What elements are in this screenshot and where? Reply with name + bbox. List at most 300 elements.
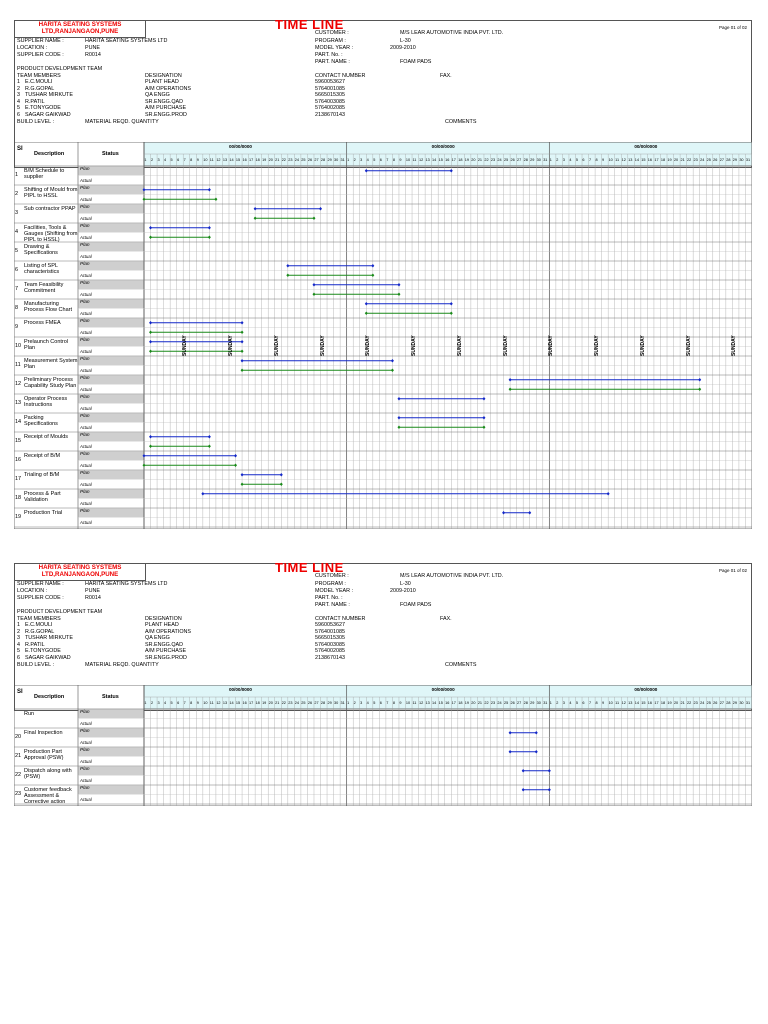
- team-col-fax: FAX.: [440, 73, 452, 79]
- day-number: 8: [392, 158, 395, 162]
- team-member-designation: PLANT HEAD: [145, 79, 179, 85]
- supplier-code: R0014: [85, 52, 101, 58]
- actual-label: Actual: [80, 462, 92, 468]
- model-year: 2009-2010: [390, 45, 416, 51]
- day-number: 19: [464, 701, 469, 705]
- day-number: 2: [353, 701, 356, 705]
- customer: M/S LEAR AUTOMOTIVE INDIA PVT. LTD.: [400, 573, 504, 579]
- sunday-label: SUNDAY: [182, 335, 189, 356]
- day-number: 22: [281, 158, 286, 162]
- team-member-name: E.C.MOULI: [25, 622, 53, 628]
- actual-label: Actual: [80, 215, 92, 221]
- day-number: 23: [288, 701, 293, 705]
- day-number: 4: [569, 701, 572, 705]
- supplier-name-label: SUPPLIER NAME :: [17, 38, 64, 44]
- day-number: 12: [621, 158, 626, 162]
- timeline-sheet-2: [14, 560, 752, 805]
- day-number: 15: [641, 158, 646, 162]
- sunday-label: SUNDAY: [273, 335, 280, 356]
- day-number: 3: [562, 701, 565, 705]
- day-number: 14: [432, 158, 437, 162]
- task-number: 23: [15, 791, 22, 797]
- day-number: 29: [732, 158, 738, 162]
- day-number: 21: [477, 158, 483, 162]
- team-member-contact: 5764001085: [315, 85, 345, 92]
- day-number: 19: [262, 701, 267, 705]
- task-description: Production Part Approval (PSW): [24, 749, 64, 761]
- day-number: 20: [673, 158, 679, 162]
- day-number: 26: [510, 158, 515, 162]
- team-member-no: 1: [17, 79, 20, 85]
- team-heading: PRODUCT DEVELOPMENT TEAM: [17, 66, 103, 72]
- actual-label: Actual: [80, 253, 92, 259]
- model-year-label: MODEL YEAR :: [315, 45, 354, 51]
- day-number: 28: [726, 701, 731, 705]
- task-number: 21: [15, 753, 22, 759]
- day-number: 10: [203, 158, 208, 162]
- day-number: 15: [235, 158, 241, 162]
- day-number: 13: [222, 701, 228, 705]
- actual-label: Actual: [80, 177, 92, 183]
- day-number: 8: [595, 701, 598, 705]
- day-number: 6: [379, 158, 382, 162]
- actual-label: Actual: [80, 739, 92, 745]
- sunday-label: SUNDAY: [227, 335, 234, 356]
- part-name-label: PART. NAME :: [315, 59, 350, 65]
- col-description-header: Description: [34, 151, 65, 157]
- day-number: 16: [445, 701, 450, 705]
- day-number: 13: [628, 158, 633, 162]
- program: L-30: [400, 38, 411, 44]
- day-number: 31: [745, 701, 751, 705]
- day-number: 6: [582, 701, 585, 705]
- team-member-designation: A/M PURCHASE: [145, 105, 187, 111]
- team-member-contact: 5764001085: [315, 628, 345, 635]
- team-col-members: TEAM MEMBERS: [17, 73, 61, 79]
- day-number: 22: [687, 701, 692, 705]
- day-number: 14: [229, 701, 234, 705]
- task-number: 2: [15, 191, 19, 197]
- day-number: 19: [262, 158, 267, 162]
- day-number: 20: [471, 701, 476, 705]
- day-number: 22: [687, 158, 692, 162]
- day-number: 10: [405, 701, 411, 705]
- day-number: 25: [503, 701, 509, 705]
- day-number: 25: [706, 701, 711, 705]
- day-number: 26: [713, 701, 718, 705]
- customer: M/S LEAR AUTOMOTIVE INDIA PVT. LTD.: [400, 30, 504, 36]
- day-number: 30: [536, 701, 541, 705]
- day-number: 14: [432, 701, 437, 705]
- day-number: 25: [503, 158, 509, 162]
- day-number: 7: [183, 158, 186, 162]
- day-number: 20: [268, 701, 273, 705]
- plan-label: Plan: [80, 414, 90, 419]
- task-description: Final Inspection: [24, 730, 63, 736]
- task-number: 4: [15, 229, 19, 235]
- page-title: TIME LINE: [275, 560, 344, 575]
- day-number: 20: [268, 158, 273, 162]
- day-number: 30: [536, 158, 541, 162]
- build-level-label: BUILD LEVEL :: [17, 662, 54, 668]
- day-number: 12: [418, 158, 424, 162]
- team-member-name: R.PATIL: [25, 641, 45, 648]
- actual-label: Actual: [80, 291, 92, 297]
- col-sl-header: Sl: [17, 146, 23, 152]
- day-number: 31: [340, 701, 345, 705]
- day-number: 9: [602, 158, 605, 162]
- task-description: Operator Process Instructions: [24, 396, 68, 408]
- team-member-no: 6: [17, 654, 20, 661]
- day-number: 30: [333, 701, 339, 705]
- team-member-name: E.TONYGODE: [25, 105, 61, 111]
- task-description: B/M Schedule to supplier: [24, 168, 65, 180]
- plan-label: Plan: [80, 338, 90, 343]
- day-number: 24: [294, 701, 299, 705]
- model-year-label: MODEL YEAR :: [315, 588, 354, 594]
- month-label: 00/00/0000: [431, 144, 455, 149]
- page-title: TIME LINE: [275, 17, 344, 32]
- team-col-designation: DESIGNATION: [145, 73, 182, 79]
- day-number: 27: [719, 158, 724, 162]
- day-number: 15: [235, 701, 241, 705]
- team-member-designation: A/M OPERATIONS: [145, 85, 192, 92]
- supplier-name-label: SUPPLIER NAME :: [17, 581, 64, 587]
- day-number: 11: [412, 158, 417, 162]
- day-number: 13: [628, 701, 633, 705]
- day-number: 26: [713, 158, 718, 162]
- team-member-name: E.TONYGODE: [25, 648, 61, 654]
- task-number: 22: [15, 772, 22, 778]
- actual-label: Actual: [80, 367, 92, 373]
- supplier-code: R0014: [85, 595, 101, 601]
- plan-label: Plan: [80, 376, 90, 381]
- sunday-label: SUNDAY: [502, 335, 509, 356]
- day-number: 16: [242, 158, 247, 162]
- day-number: 23: [288, 158, 293, 162]
- task-number: 3: [15, 210, 19, 216]
- day-number: 2: [353, 158, 356, 162]
- day-number: 19: [667, 701, 672, 705]
- team-member-contact: 2138670143: [315, 111, 345, 118]
- task-description: Preliminary Process Capability Study Plan: [24, 377, 77, 389]
- team-member-designation: SR.ENGG.PROD: [145, 654, 187, 661]
- day-number: 11: [209, 701, 214, 705]
- team-member-name: TUSHAR MIRKUTE: [25, 635, 73, 641]
- day-number: 29: [327, 701, 332, 705]
- team-col-members: TEAM MEMBERS: [17, 616, 61, 622]
- day-number: 28: [320, 158, 326, 162]
- supplier-name: HARITA SEATING SYSTEMS LTD: [85, 581, 168, 587]
- team-member-no: 1: [17, 622, 20, 628]
- day-number: 6: [582, 158, 585, 162]
- day-number: 6: [379, 701, 382, 705]
- day-number: 5: [170, 701, 173, 705]
- sunday-label: SUNDAY: [319, 335, 326, 356]
- company-name: HARITA SEATING SYSTEMS LTD,RANJANGAON,PUNE: [15, 564, 146, 581]
- day-number: 28: [523, 158, 528, 162]
- team-member-designation: SR.ENGG.QAD: [145, 98, 184, 105]
- sunday-label: SUNDAY: [639, 335, 646, 356]
- program-label: PROGRAM :: [315, 581, 346, 587]
- task-number: 8: [15, 305, 19, 311]
- plan-label: Plan: [80, 357, 90, 362]
- day-number: 7: [183, 701, 186, 705]
- team-member-no: 5: [17, 105, 20, 111]
- team-member-designation: QA ENGG: [145, 635, 170, 641]
- day-number: 28: [726, 158, 731, 162]
- team-member-no: 2: [17, 628, 20, 635]
- sunday-label: SUNDAY: [548, 335, 555, 356]
- team-col-fax: FAX.: [440, 616, 452, 622]
- actual-label: Actual: [80, 348, 92, 354]
- task-description: Receipt of B/M: [24, 453, 61, 459]
- actual-label: Actual: [80, 796, 92, 802]
- plan-label: Plan: [80, 452, 90, 457]
- day-number: 1: [347, 701, 350, 705]
- team-heading: PRODUCT DEVELOPMENT TEAM: [17, 609, 103, 615]
- day-number: 7: [588, 701, 592, 705]
- part-name: FOAM PADS: [400, 59, 432, 65]
- actual-label: Actual: [80, 443, 92, 449]
- day-number: 20: [673, 701, 679, 705]
- day-number: 7: [386, 158, 389, 162]
- day-number: 12: [216, 701, 221, 705]
- day-number: 12: [216, 158, 221, 162]
- plan-label: Plan: [80, 710, 90, 715]
- day-number: 6: [177, 158, 180, 162]
- sunday-label: SUNDAY: [685, 335, 692, 356]
- day-number: 17: [654, 701, 659, 705]
- day-number: 5: [575, 158, 578, 162]
- day-number: 24: [497, 158, 502, 162]
- month-label: 00/00/0000: [228, 687, 252, 692]
- model-year: 2009-2010: [390, 588, 416, 594]
- day-number: 13: [425, 701, 430, 705]
- day-number: 5: [170, 158, 173, 162]
- team-member-name: E.C.MOULI: [25, 79, 53, 85]
- team-member-no: 4: [17, 98, 20, 105]
- gantt-chart: [14, 142, 752, 529]
- team-col-contact: CONTACT NUMBER: [315, 73, 366, 79]
- day-number: 4: [164, 158, 167, 162]
- day-number: 18: [458, 158, 463, 162]
- month-label: 00/00/0000: [431, 687, 455, 692]
- team-member-no: 3: [17, 92, 20, 98]
- day-number: 22: [484, 701, 489, 705]
- plan-label: Plan: [80, 395, 90, 400]
- day-number: 2: [150, 158, 154, 162]
- plan-label: Plan: [80, 433, 90, 438]
- day-number: 6: [177, 701, 180, 705]
- day-number: 1: [144, 158, 147, 162]
- day-number: 18: [458, 701, 463, 705]
- day-number: 27: [719, 701, 724, 705]
- day-number: 21: [275, 158, 280, 162]
- day-number: 16: [445, 158, 450, 162]
- sunday-label: SUNDAY: [456, 335, 463, 356]
- day-number: 2: [556, 701, 559, 705]
- task-description: Production Trial: [24, 510, 63, 516]
- day-number: 8: [392, 701, 395, 705]
- day-number: 1: [144, 701, 147, 705]
- team-member-designation: SR.ENGG.QAD: [145, 641, 184, 648]
- team-member-no: 3: [17, 635, 20, 641]
- day-number: 14: [229, 158, 234, 162]
- task-number: 20: [15, 734, 22, 740]
- team-col-designation: DESIGNATION: [145, 616, 182, 622]
- day-number: 8: [190, 701, 193, 705]
- day-number: 24: [700, 158, 705, 162]
- supplier-name: HARITA SEATING SYSTEMS LTD: [85, 38, 168, 44]
- task-number: 9: [15, 324, 19, 330]
- day-number: 16: [647, 701, 653, 705]
- day-number: 29: [327, 158, 332, 162]
- day-number: 21: [275, 701, 280, 705]
- program: L-30: [400, 581, 411, 587]
- page-number: Page 01 of 02: [718, 568, 747, 573]
- day-number: 17: [451, 701, 456, 705]
- gantt-chart: [14, 685, 752, 806]
- plan-label: Plan: [80, 767, 90, 772]
- day-number: 3: [157, 158, 160, 162]
- task-description: Process FMEA: [24, 320, 61, 326]
- day-number: 2: [150, 701, 154, 705]
- task-number: 1: [15, 172, 19, 178]
- day-number: 9: [399, 701, 402, 705]
- plan-label: Plan: [80, 490, 90, 495]
- day-number: 7: [588, 158, 592, 162]
- task-description: Drawing & Specifications: [24, 244, 58, 256]
- task-description: Dispatch along with (PSW): [24, 768, 72, 780]
- location-label: LOCATION :: [17, 588, 48, 594]
- timeline-sheet-1: [14, 17, 752, 525]
- day-number: 13: [425, 158, 430, 162]
- part-no-label: PART. No. :: [315, 595, 343, 601]
- team-member-contact: 5665015305: [315, 92, 345, 98]
- col-status-header: Status: [102, 694, 119, 700]
- day-number: 4: [569, 158, 572, 162]
- day-number: 26: [307, 701, 313, 705]
- day-number: 15: [438, 701, 443, 705]
- program-label: PROGRAM :: [315, 38, 346, 44]
- day-number: 4: [366, 701, 369, 705]
- team-member-contact: 5960053627: [315, 79, 345, 85]
- day-number: 10: [608, 158, 613, 162]
- day-number: 9: [399, 158, 402, 162]
- day-number: 15: [641, 701, 646, 705]
- actual-label: Actual: [80, 272, 92, 278]
- day-number: 31: [543, 158, 548, 162]
- task-description: Prelaunch Control Plan: [24, 339, 69, 351]
- month-label: 00/00/0000: [634, 687, 658, 692]
- team-member-contact: 5764003085: [315, 641, 345, 648]
- day-number: 20: [471, 158, 476, 162]
- day-number: 8: [190, 158, 193, 162]
- plan-label: Plan: [80, 319, 90, 324]
- customer-label: CUSTOMER :: [315, 30, 349, 36]
- task-number: 16: [15, 457, 22, 463]
- actual-label: Actual: [80, 310, 92, 316]
- plan-label: Plan: [80, 786, 90, 791]
- location: PUNE: [85, 588, 100, 594]
- day-number: 27: [517, 158, 522, 162]
- plan-label: Plan: [80, 509, 90, 514]
- customer-label: CUSTOMER :: [315, 573, 349, 579]
- month-label: 00/00/0000: [228, 144, 252, 149]
- day-number: 2: [556, 158, 559, 162]
- day-number: 1: [347, 158, 350, 162]
- company-name: HARITA SEATING SYSTEMS LTD,RANJANGAON,PUNE: [15, 21, 146, 38]
- task-description: Customer feedback Assessment & Corrective action: [24, 787, 72, 805]
- task-number: 7: [15, 286, 19, 292]
- day-number: 22: [281, 701, 286, 705]
- day-number: 10: [608, 701, 613, 705]
- comments-label: COMMENTS: [445, 662, 477, 668]
- day-number: 22: [484, 158, 489, 162]
- task-description: Packing Specifications: [24, 415, 58, 427]
- day-number: 30: [739, 701, 744, 705]
- task-description: Facilities, Tools & Gauges (Shifting from PIPL to HSSL): [24, 225, 78, 243]
- supplier-code-label: SUPPLIER CODE :: [17, 52, 64, 58]
- day-number: 9: [196, 158, 199, 162]
- day-number: 29: [732, 701, 738, 705]
- task-description: Trialing of B/M: [24, 472, 60, 478]
- day-number: 23: [693, 701, 698, 705]
- day-number: 28: [523, 701, 528, 705]
- day-number: 10: [405, 158, 411, 162]
- month-label: 00/00/0000: [634, 144, 658, 149]
- day-number: 11: [209, 158, 214, 162]
- day-number: 3: [562, 158, 565, 162]
- plan-label: Plan: [80, 471, 90, 476]
- task-number: 10: [15, 343, 22, 349]
- col-description-header: Description: [34, 694, 65, 700]
- day-number: 7: [386, 701, 389, 705]
- team-member-contact: 5764002085: [315, 648, 345, 654]
- day-number: 11: [615, 701, 620, 705]
- part-name-label: PART. NAME :: [315, 602, 350, 608]
- day-number: 17: [249, 701, 254, 705]
- day-number: 29: [530, 701, 535, 705]
- sunday-label: SUNDAY: [411, 335, 418, 356]
- team-member-designation: PLANT HEAD: [145, 622, 179, 628]
- team-member-contact: 5764002085: [315, 105, 345, 111]
- day-number: 25: [301, 158, 306, 162]
- team-member-no: 5: [17, 648, 20, 654]
- day-number: 19: [667, 158, 672, 162]
- day-number: 27: [517, 701, 522, 705]
- col-sl-header: Sl: [17, 689, 23, 695]
- actual-label: Actual: [80, 481, 92, 487]
- day-number: 5: [373, 701, 376, 705]
- day-number: 3: [360, 701, 363, 705]
- day-number: 31: [543, 701, 548, 705]
- day-number: 21: [680, 158, 685, 162]
- location: PUNE: [85, 45, 100, 51]
- day-number: 30: [739, 158, 744, 162]
- team-member-designation: A/M PURCHASE: [145, 648, 187, 654]
- day-number: 8: [595, 158, 598, 162]
- task-number: 11: [15, 362, 21, 368]
- build-level-label: BUILD LEVEL :: [17, 119, 54, 125]
- task-description: Sub contractor PPAP: [24, 206, 76, 212]
- plan-label: Plan: [80, 205, 90, 210]
- team-member-designation: QA ENGG: [145, 92, 170, 98]
- day-number: 24: [294, 158, 299, 162]
- actual-label: Actual: [80, 500, 92, 506]
- task-description: Receipt of Moulds: [24, 434, 69, 440]
